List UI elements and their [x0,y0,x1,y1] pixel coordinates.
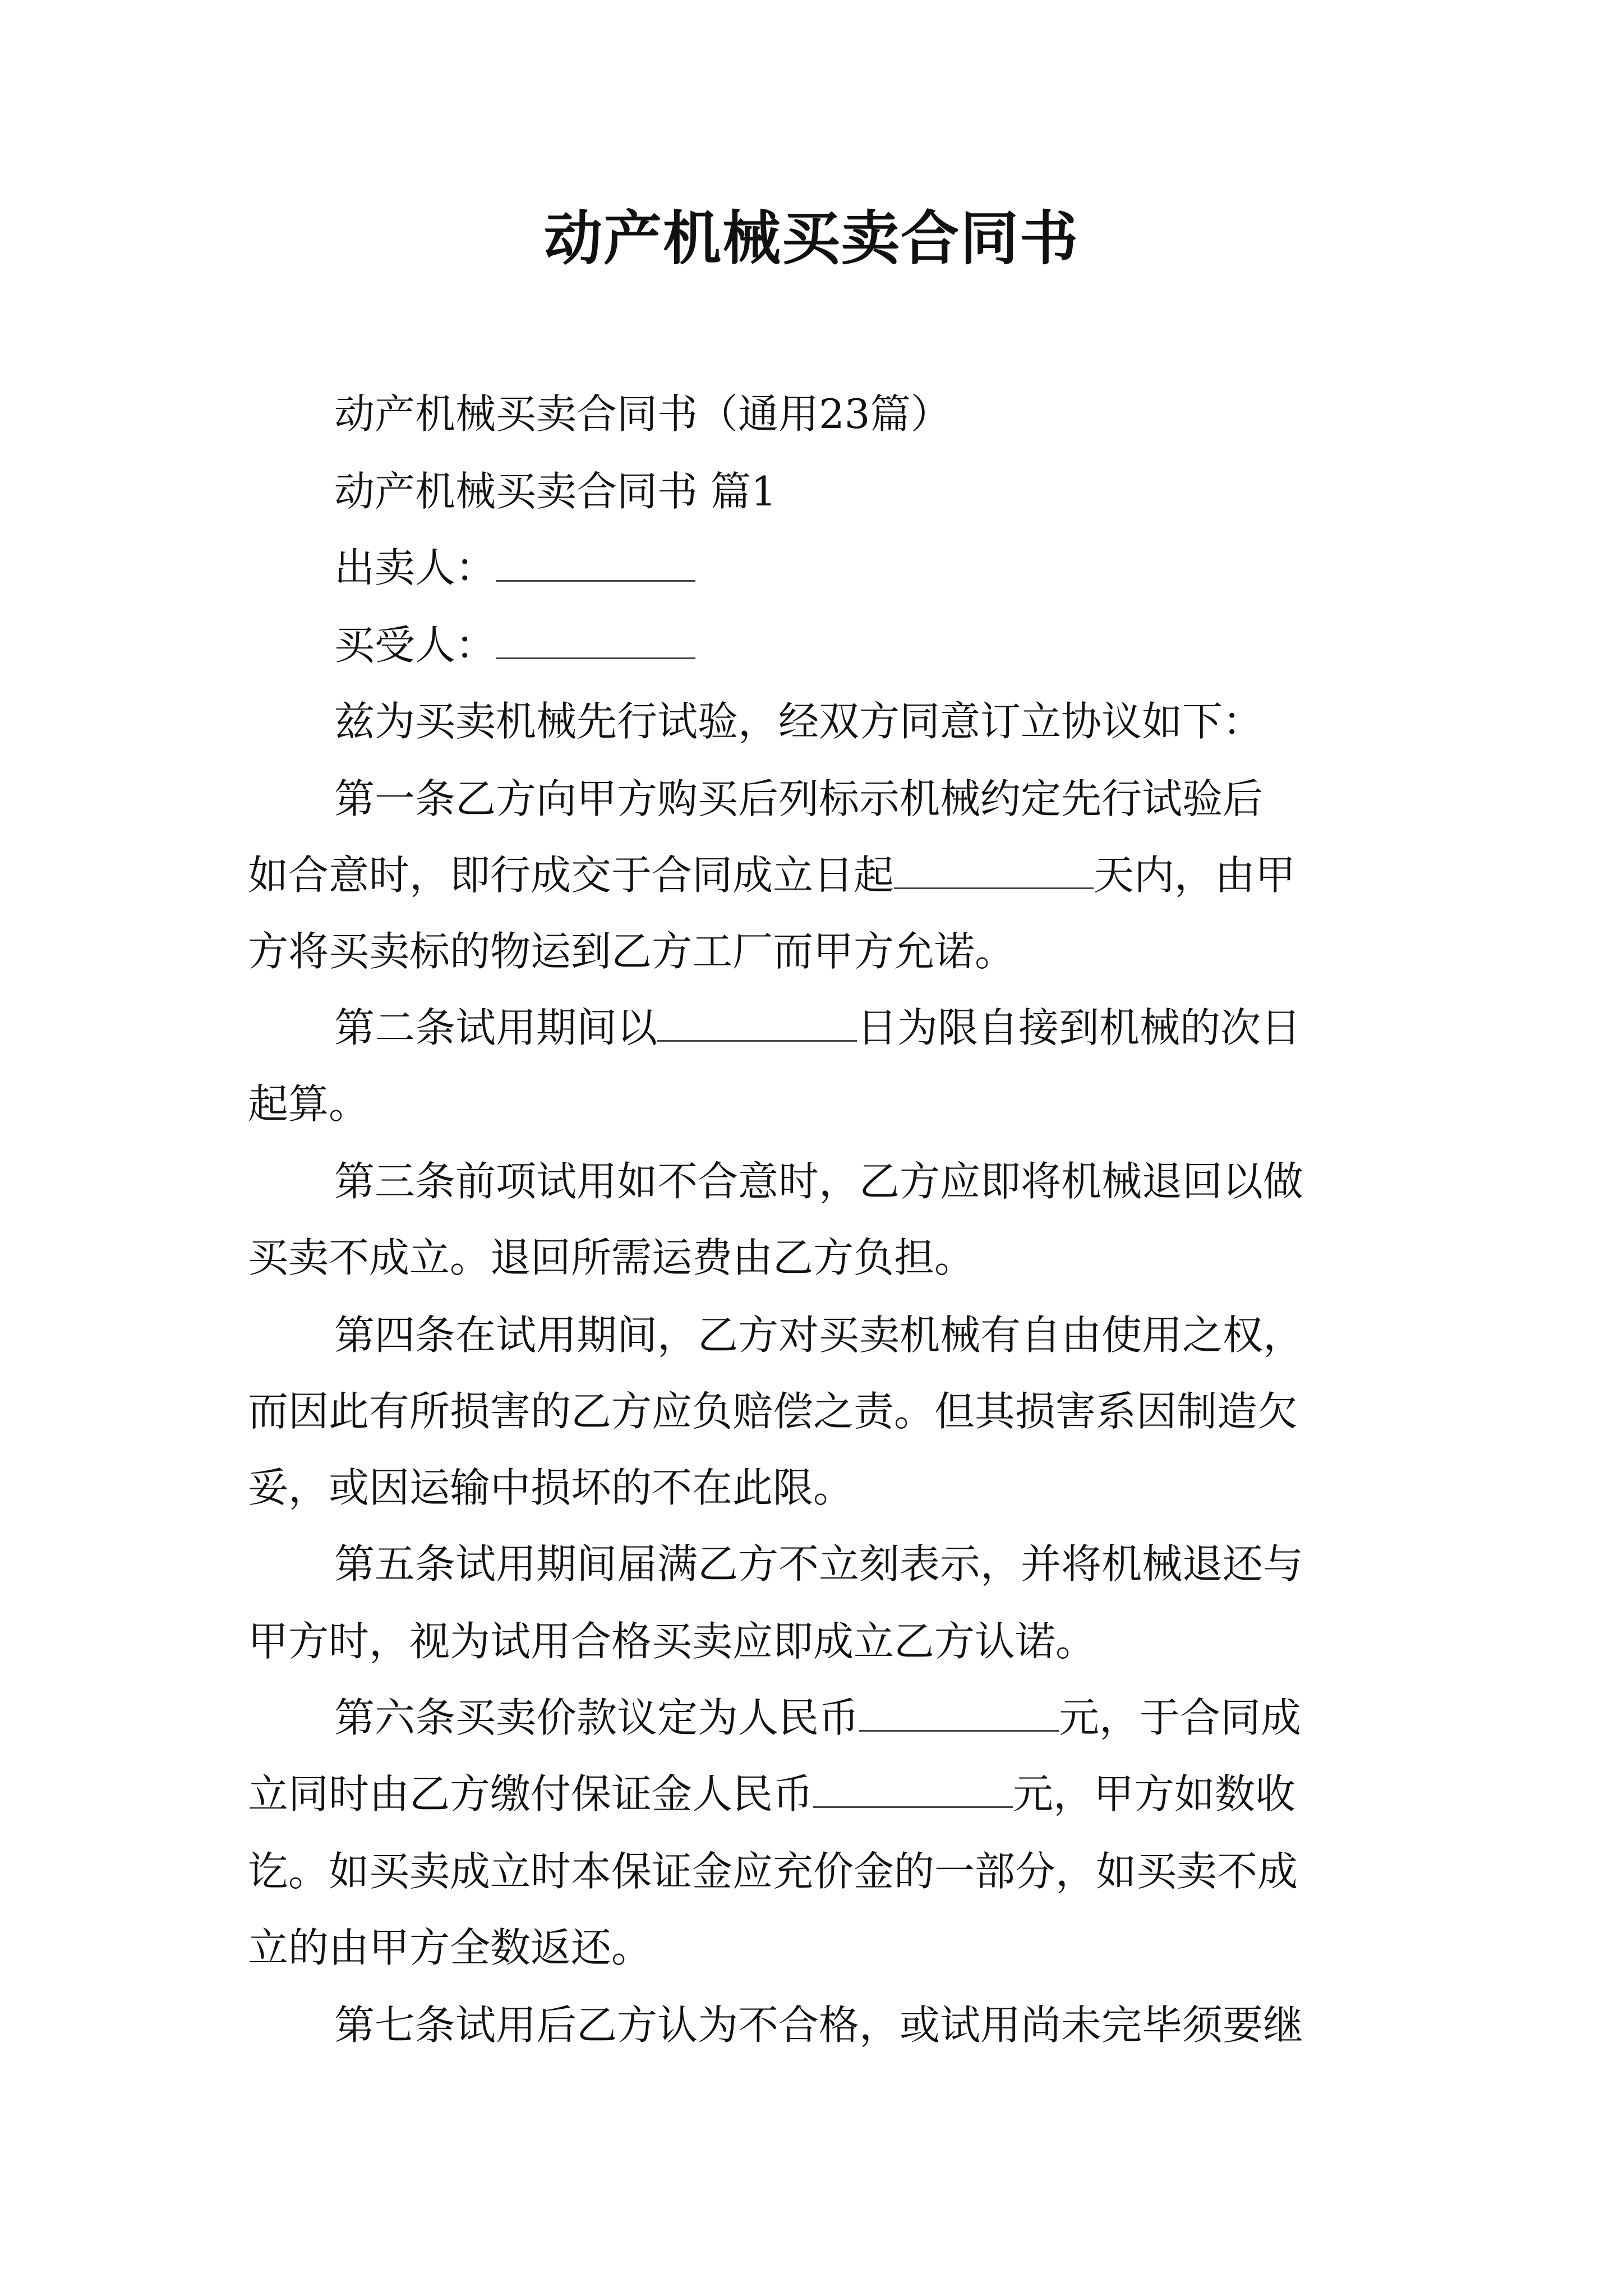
art4-line3: 妥，或因运输中损坏的不在此限。 [248,1464,854,1511]
art6-line2-text-a: 立同时由乙方缴付保证金人民币 [248,1770,814,1818]
seller-line [334,540,695,596]
buyer-blank [496,625,695,659]
art4-line2: 而因此有所损害的乙方应负赔偿之责。但其损害系因制造欠 [248,1388,1298,1435]
art6-line4: 立的由甲方全数返还。 [248,1924,652,1971]
intro-paragraph: 兹为买卖机械先行试验，经双方同意订立协议如下： [334,698,1264,745]
art1-line3: 方将买卖标的物运到乙方工厂而甲方允诺。 [248,928,1016,975]
art6-line1-text-b: 元，于合同成 [1059,1694,1302,1741]
art1-line2-text-b: 天内，由甲 [1094,852,1296,899]
document-title: 动产机械买卖合同书 [543,204,1079,273]
art2-line1-text-b: 日为限自接到机械的次日 [857,1004,1302,1051]
subtitle: 动产机械买卖合同书（通用23篇） [334,390,951,438]
art4-line1: 第四条在试用期间，乙方对买卖机械有自由使用之权， [334,1312,1304,1359]
art2-days-blank [657,1007,857,1042]
art3-line1: 第三条前项试用如不合意时，乙方应即将机械退回以做 [334,1158,1304,1205]
art6-price-blank [859,1697,1059,1732]
art1-line2 [248,847,1295,903]
art6-line2 [248,1766,1295,1822]
art1-days-blank [894,855,1094,889]
seller-blank [496,547,695,582]
art6-deposit-blank [813,1774,1013,1808]
chapter-heading: 动产机械买卖合同书 篇1 [334,468,777,515]
art5-line2: 甲方时，视为试用合格买卖应即成立乙方认诺。 [248,1618,1096,1665]
art5-line1: 第五条试用期间届满乙方不立刻表示，并将机械退还与 [334,1540,1304,1588]
art7-line1: 第七条试用后乙方认为不合格，或试用尚未完毕须要继 [334,2001,1304,2049]
art2-line2: 起算。 [248,1080,370,1128]
art6-line2-text-b: 元，甲方如数收 [1013,1770,1296,1818]
buyer-label: 买受人： [334,622,496,669]
art2-line1-text-a: 第二条试用期间以 [334,1004,658,1051]
seller-label: 出卖人： [334,544,496,591]
art1-line2-text-a: 如合意时，即行成交于合同成立日起 [248,852,895,899]
art2-line1 [334,1000,1301,1056]
art3-line2: 买卖不成立。退回所需运费由乙方负担。 [248,1234,975,1281]
buyer-line [334,617,695,673]
art6-line1 [334,1690,1301,1746]
art6-line3: 讫。如买卖成立时本保证金应充价金的一部分，如买卖不成 [248,1848,1298,1895]
art6-line1-text-a: 第六条买卖价款议定为人民币 [334,1694,860,1741]
art1-line1: 第一条乙方向甲方购买后列标示机械约定先行试验后 [334,775,1264,822]
